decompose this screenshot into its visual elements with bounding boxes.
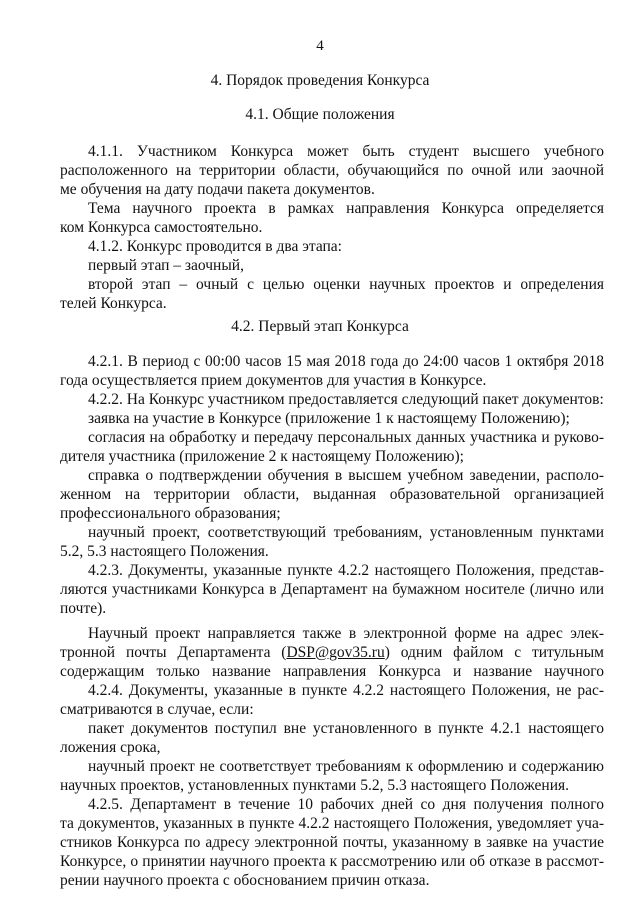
text-line: заявка на участие в Конкурсе (приложение 1 к настоящему Положению); [88, 410, 570, 427]
text-line: согласия на обработку и передачу персональных данных участника и руково- [88, 429, 604, 446]
text-line: стников Конкурса по адресу электронной почты, указанному в заявке на участие [60, 834, 604, 851]
text-line: содержащим только название направления Конкурса и название научного [60, 663, 604, 680]
text-line: 4.1.2. Конкурс проводится в два этапа: [88, 238, 342, 255]
text-line: женном на территории области, выданная образовательной организацией [60, 486, 604, 503]
page-number: 4 [316, 38, 324, 54]
section-heading: 4. Порядок проведения Конкурса [210, 72, 430, 89]
text-line: второй этап – очный с целью оценки научных проектов и определения [88, 276, 604, 293]
text-line: научный проект не соответствует требованиям к оформлению и содержанию [88, 758, 604, 775]
text-fragment: тронной почты Департамента ( [60, 644, 287, 661]
text-line: почте). [60, 600, 107, 617]
text-line: телей Конкурса. [60, 295, 167, 312]
text-line: 4.2.2. На Конкурс участником предоставляется следующий пакет документов: [88, 391, 604, 408]
text-fragment: ) одним файлом с титульным [384, 644, 604, 661]
text-line: года осуществляется прием документов для участия в Конкурсе. [60, 372, 487, 389]
text-line: расположенного на территории области, обучающийся по очной или заочной [60, 162, 604, 179]
text-line: 4.2.3. Документы, указанные пункте 4.2.2 настоящего Положения, представ- [88, 562, 604, 579]
text-line: профессионального образования; [60, 505, 281, 522]
text-line: 4.2.5. Департамент в течение 10 рабочих дней со дня получения полного [88, 796, 604, 813]
text-line: 4.2.1. В период с 00:00 часов 15 мая 2018 года до 24:00 часов 1 октября 2018 [88, 353, 604, 370]
text-line: Тема научного проекта в рамках направления Конкурса определяется [88, 200, 604, 217]
text-line: ком Конкурса самостоятельно. [60, 219, 263, 236]
subsection-body-4-2 [60, 352, 604, 890]
subsection-heading-4-2: 4.2. Первый этап Конкурса [231, 318, 409, 335]
email-link[interactable]: DSP@gov35.ru [286, 644, 385, 661]
text-line: 5.2, 5.3 настоящего Положения. [60, 543, 269, 560]
text-line: ляются участниками Конкурса в Департамент на бумажном носителе (лично или [60, 581, 604, 598]
text-line: Конкурсе, о принятии научного проекта к рассмотрению или об отказе в рассмот- [60, 853, 604, 870]
subsection-body-4-1 [60, 142, 604, 313]
text-line: пакет документов поступил вне установленного в пункте 4.2.1 настоящего [88, 720, 604, 737]
text-line: ложения срока, [60, 739, 161, 756]
text-line: 4.2.4. Документы, указанные в пункте 4.2.2 настоящего Положения, не рас- [88, 682, 604, 699]
text-line: научных проектов, установленных пунктами 5.2, 5.3 настоящего Положения. [60, 777, 570, 794]
text-line: Научный проект направляется также в электронной форме на адрес элек- [88, 625, 604, 642]
text-line-with-email [60, 643, 604, 662]
subsection-heading-4-1: 4.1. Общие положения [245, 106, 395, 123]
text-line: сматриваются в случае, если: [60, 701, 254, 718]
text-line: рении научного проекта с обоснованием причин отказа. [60, 872, 430, 889]
text-line: дителя участника (приложение 2 к настоящему Положению); [60, 448, 464, 465]
text-line: 4.1.1. Участником Конкурса может быть студент высшего учебного [88, 143, 604, 160]
text-line: справка о подтверждении обучения в высшем учебном заведении, располо- [88, 467, 604, 484]
text-line: ме обучения на дату подачи пакета документов. [60, 181, 375, 198]
text-line: первый этап – заочный, [88, 257, 244, 274]
text-line: научный проект, соответствующий требованиям, установленным пунктами [88, 524, 604, 541]
text-line: та документов, указанных в пункте 4.2.2 настоящего Положения, уведомляет уча- [60, 815, 604, 832]
